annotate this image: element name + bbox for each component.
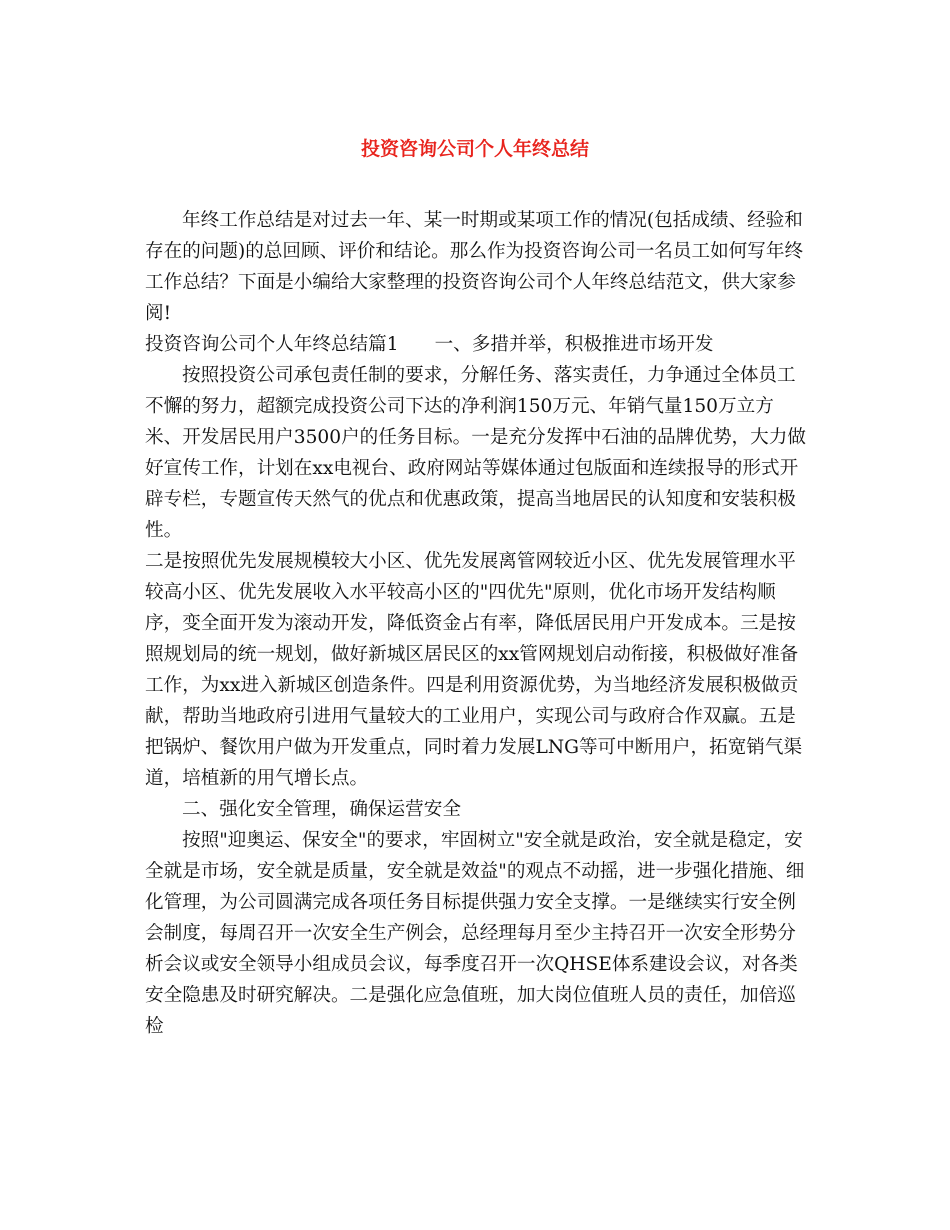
section1-heading: 一、多措并举，积极推进市场开发 [434,334,714,355]
piece-label: 投资咨询公司个人年终总结篇1 [145,334,399,355]
piece-heading-line [145,329,810,360]
document-body [145,205,810,1042]
section1-paragraph: 按照投资公司承包责任制的要求，分解任务、落实责任，力争通过全体员工不懈的努力，超额完成投资公司下达的净利润150万元、年销气量150万立方米、开发居民用户3500户的任务目标。一是充分发挥中石油的品牌优势，大力做好宣传工作，计划在xx电视台、政府网站等媒体通过包版面和连续报导的形式开辟专栏，专题宣传天然气的优点和优惠政策，提高当地居民的认知度和安装积极性。 [145,365,806,541]
document-title: 投资咨询公司个人年终总结 [360,138,589,160]
section1-paragraph-continued: 二是按照优先发展规模较大小区、优先发展离管网较近小区、优先发展管理水平较高小区、优先发展收入水平较高小区的"四优先"原则，优化市场开发结构顺序，变全面开发为滚动开发，降低资金占有率，降低居民用户开发成本。三是按照规划局的统一规划，做好新城区居民区的xx管网规划启动衔接，积极做好准备工作，为xx进入新城区创造条件。四是利用资源优势，为当地经济发展积极做贡献，帮助当地政府引进用气量较大的工业用户，实现公司与政府合作双赢。五是把锅炉、餐饮用户做为开发重点，同时着力发展LNG等可中断用户，拓宽销气渠道，培植新的用气增长点。 [145,551,803,789]
intro-paragraph: 年终工作总结是对过去一年、某一时期或某项工作的情况(包括成绩、经验和存在的问题)的总回顾、评价和结论。那么作为投资咨询公司一名员工如何写年终工作总结？下面是小编给大家整理的投资咨询公司个人年终总结范文，供大家参阅! [145,210,804,324]
section2-heading: 二、强化安全管理，确保运营安全 [182,799,461,820]
section2-paragraph: 按照"迎奥运、保安全"的要求，牢固树立"安全就是政治，安全就是稳定，安全就是市场，安全就是质量，安全就是效益"的观点不动摇，进一步强化措施、细化管理，为公司圆满完成各项任务目标提供强力安全支撑。一是继续实行安全例会制度，每周召开一次安全生产例会，总经理每月至少主持召开一次安全形势分析会议或安全领导小组成员会议，每季度召开一次QHSE体系建设会议，对各类安全隐患及时研究解决。二是强化应急值班，加大岗位值班人员的责任，加倍巡检 [145,830,805,1037]
